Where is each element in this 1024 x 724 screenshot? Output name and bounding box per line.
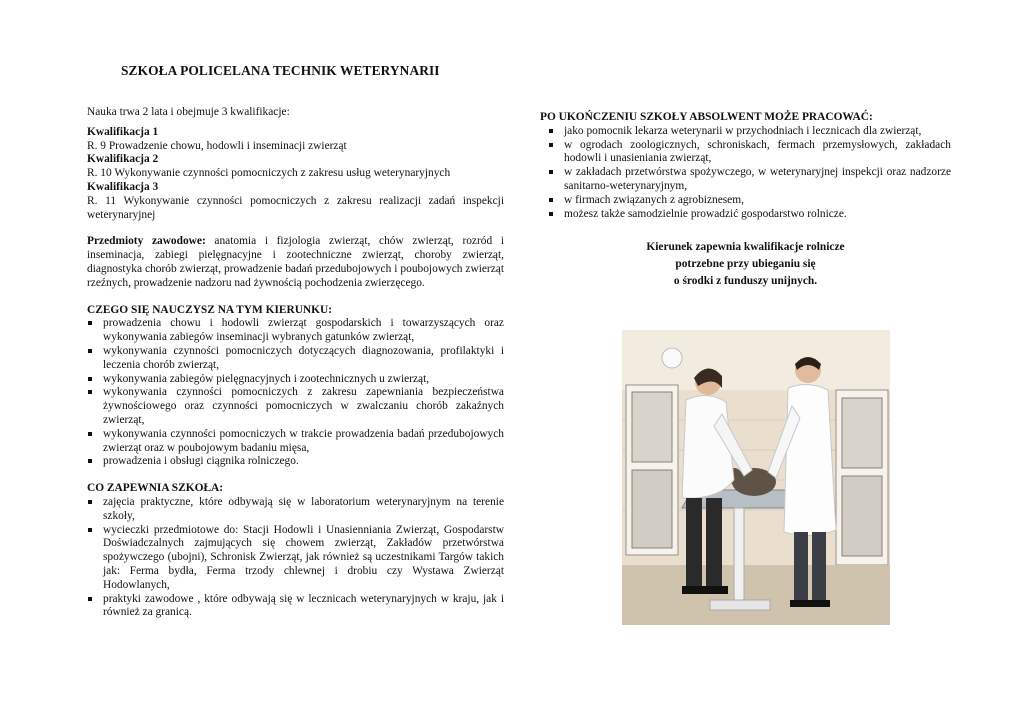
qualification-text: R. 11 Wykonywanie czynności pomocniczych z zakresu realizacji zadań inspekcji weterynaryjnej bbox=[87, 194, 504, 221]
list-item: prowadzenia chowu i hodowli zwierząt gospodarskich i towarzyszących oraz wykonywania zabiegów inseminacji wybranych gatunków zwierząt, bbox=[87, 317, 504, 345]
intro-text: Nauka trwa 2 lata i obejmuje 3 kwalifikacje: bbox=[87, 106, 290, 118]
list-item: w ogrodach zoologicznych, schroniskach, fermach przemysłowych, zakładach hodowli i unasieniania zwierząt, bbox=[548, 139, 951, 167]
qualification-text: R. 9 Prowadzenie chowu, hodowli i inseminacji zwierząt bbox=[87, 139, 347, 152]
list-item: wykonywania czynności pomocniczych z zakresu zapewniania bezpieczeństwa żywnościowego oraz czynności pomocniczych w zwalczaniu chorób zakaźnych zwierząt, bbox=[87, 386, 504, 427]
clinic-photo bbox=[622, 330, 890, 625]
list-item: praktyki zawodowe , które odbywają się w lecznicach weterynaryjnych w kraju, jak i również za granicą. bbox=[87, 593, 504, 621]
list-item: wykonywania czynności pomocniczych w trakcie prowadzenia badań przedubojowych zwierząt oraz w poubojowym badaniu mięsa, bbox=[87, 428, 504, 456]
list-item: w zakładach przetwórstwa spożywczego, w weterynaryjnej inspekcji oraz nadzorze sanitarno-weterynaryjnym, bbox=[548, 166, 951, 194]
direction-line: potrzebne przy ubieganiu się bbox=[675, 258, 816, 271]
direction-line: Kierunek zapewnia kwalifikacje rolnicze bbox=[646, 241, 845, 254]
list-item: w firmach związanych z agrobiznesem, bbox=[548, 194, 951, 208]
list-item: wykonywania czynności pomocniczych dotyczących diagnozowania, profilaktyki i leczenia chorób zwierząt, bbox=[87, 345, 504, 373]
list-item: możesz także samodzielnie prowadzić gospodarstwo rolnicze. bbox=[548, 208, 951, 222]
school-heading: CO ZAPEWNIA SZKOŁA: bbox=[87, 482, 224, 495]
qualification-text: R. 10 Wykonywanie czynności pomocniczych z zakresu usług weterynaryjnych bbox=[87, 167, 451, 180]
direction-line: o środki z funduszy unijnych. bbox=[673, 275, 818, 288]
clinic-photo-illustration bbox=[622, 330, 890, 625]
direction-note bbox=[540, 239, 951, 290]
learn-list bbox=[87, 317, 504, 469]
subjects-label: Przedmioty zawodowe: bbox=[87, 235, 206, 248]
right-column bbox=[540, 111, 951, 290]
qualification-label: Kwalifikacja 3 bbox=[87, 180, 159, 193]
qualifications-list bbox=[87, 126, 504, 223]
learn-heading: CZEGO SIĘ NAUCZYSZ NA TYM KIERUNKU: bbox=[87, 303, 333, 316]
list-item: jako pomocnik lekarza weterynarii w przychodniach i lecznicach dla zwierząt, bbox=[548, 125, 951, 139]
list-item: wykonywania zabiegów pielęgnacyjnych i zootechnicznych u zwierząt, bbox=[87, 373, 504, 387]
graduate-list bbox=[548, 125, 951, 222]
subjects-paragraph bbox=[87, 235, 504, 290]
list-item: zajęcia praktyczne, które odbywają się w laboratorium weterynaryjnym na terenie szkoły, bbox=[87, 496, 504, 524]
qualification-label: Kwalifikacja 2 bbox=[87, 153, 159, 166]
left-column bbox=[87, 106, 504, 620]
subjects-text: anatomia i fizjologia zwierząt, chów zwierząt, rozród i inseminacja, zabiegi pielęgnacyjne i zootechniczne zwierząt, choroby zwierząt, diagnostyka chorób zwierząt, prowadzenie badań przedubojowych i poubojowych zwierząt rzeźnych, prowadzenie nadzoru nad żywnością pochodzenia zwierzęcego. bbox=[87, 235, 504, 289]
page-title: SZKOŁA POLICELANA TECHNIK WETERYNARII bbox=[121, 63, 440, 78]
graduate-heading: PO UKOŃCZENIU SZKOŁY ABSOLWENT MOŻE PRACOWAĆ: bbox=[540, 111, 873, 123]
school-list bbox=[87, 496, 504, 620]
list-item: prowadzenia i obsługi ciągnika rolniczego. bbox=[87, 455, 504, 469]
list-item: wycieczki przedmiotowe do: Stacji Hodowli i Unasienniania Zwierząt, Gospodarstw Doświadczalnych zajmujących się chowem zwierząt, Zakładów przetwórstwa spożywczego (ubojni), Schronisk Zwierząt, jak również są uczestnikami Targów takich jak: Ferma bydła, Ferma trzody chlewnej i drobiu czy Wystawa Zwierząt Hodowlanych, bbox=[87, 524, 504, 593]
qualification-label: Kwalifikacja 1 bbox=[87, 125, 159, 138]
